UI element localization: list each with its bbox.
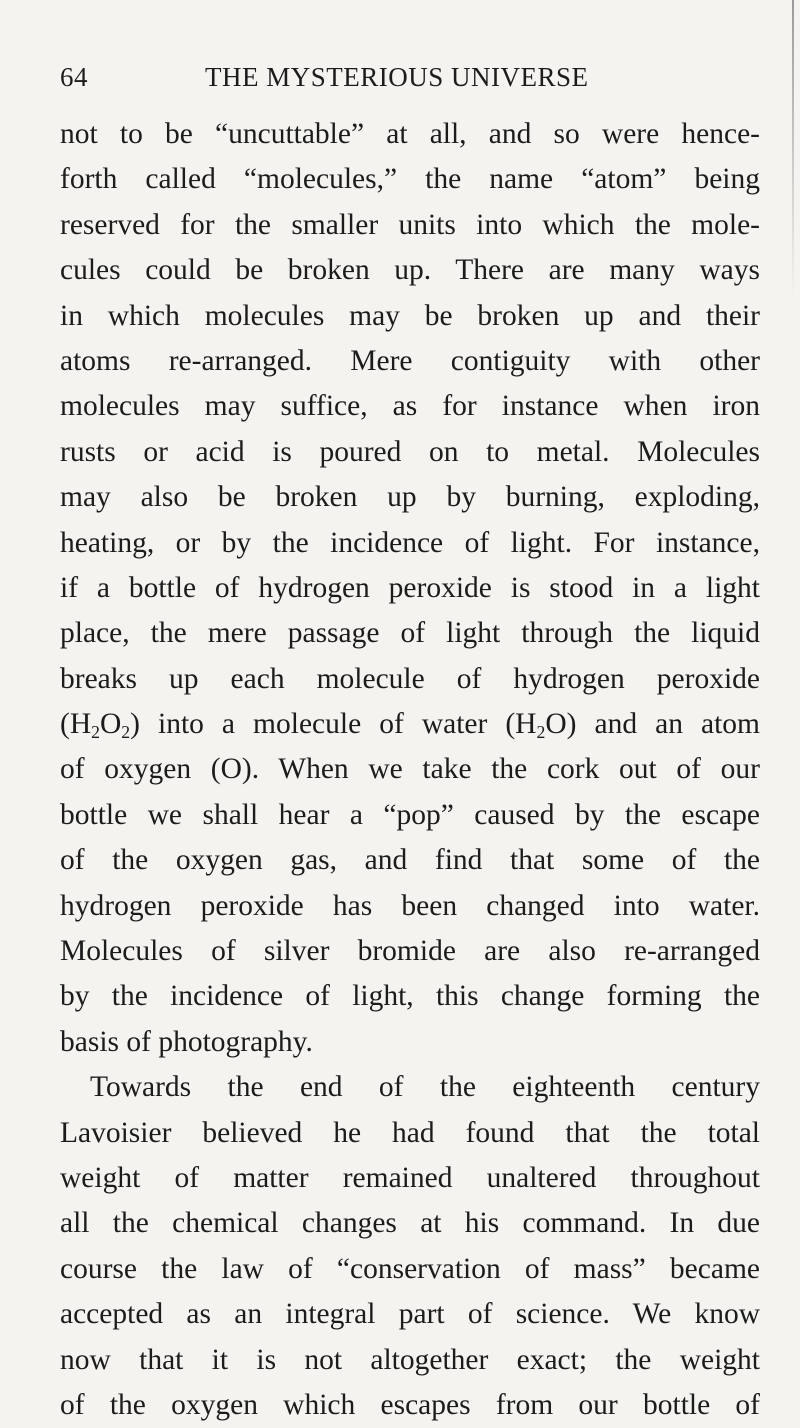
text-line: accepted as an integral part of science. We know [60,1298,760,1331]
text-line: atoms re-arranged. Mere contiguity with other [60,344,760,377]
text-line: all the chemical changes at his command. In due [60,1207,760,1240]
running-head [60,62,760,98]
text-line: of the oxygen gas, and find that some of the [60,844,760,877]
text-line: weight of matter remained unaltered throughout [60,1161,760,1194]
text-line: heating, or by the incidence of light. For instance, [60,526,760,559]
text-line: reserved for the smaller units into which the mole- [60,208,760,241]
text-line-paragraph-start: Towards the end of the eighteenth century [90,1071,760,1104]
text-line: forth called “molecules,” the name “atom” being [60,163,760,196]
page-edge-shadow [792,0,794,300]
text-line: bottle we shall hear a “pop” caused by the escape [60,798,760,831]
text-line: breaks up each molecule of hydrogen peroxide [60,662,760,695]
text-line: cules could be broken up. There are many ways [60,254,760,287]
text-line: molecules may suffice, as for instance when iron [60,390,760,423]
text-line: of the oxygen which escapes from our bottle of [60,1388,760,1421]
text-line: hydrogen peroxide has been changed into water. [60,889,760,922]
text-line: now that it is not altogether exact; the weight [60,1343,760,1376]
text-line: in which molecules may be broken up and their [60,299,760,332]
text-line: by the incidence of light, this change forming the [60,980,760,1013]
text-line: not to be “uncuttable” at all, and so were hence- [60,118,760,150]
text-line-paragraph-end: basis of photography. [60,1025,313,1058]
text-line: of oxygen (O). When we take the cork out of our [60,753,760,786]
text-line: if a bottle of hydrogen peroxide is stood in a light [60,571,760,604]
text-line: Lavoisier believed he had found that the total [60,1116,760,1149]
body-text [60,112,760,1428]
text-line: rusts or acid is poured on to metal. Molecules [60,435,760,468]
text-line: place, the mere passage of light through the liquid [60,617,760,650]
text-line: Molecules of silver bromide are also re-arranged [60,935,760,968]
text-line-formula: $(H_2O_2)$ into a molecule of water $(H_2O)$ and an atom [60,708,760,743]
running-head-title: THE MYSTERIOUS UNIVERSE [205,62,589,92]
page-number: 64 [60,62,88,92]
text-line: may also be broken up by burning, exploding, [60,481,760,514]
text-line: course the law of “conservation of mass” became [60,1252,760,1285]
